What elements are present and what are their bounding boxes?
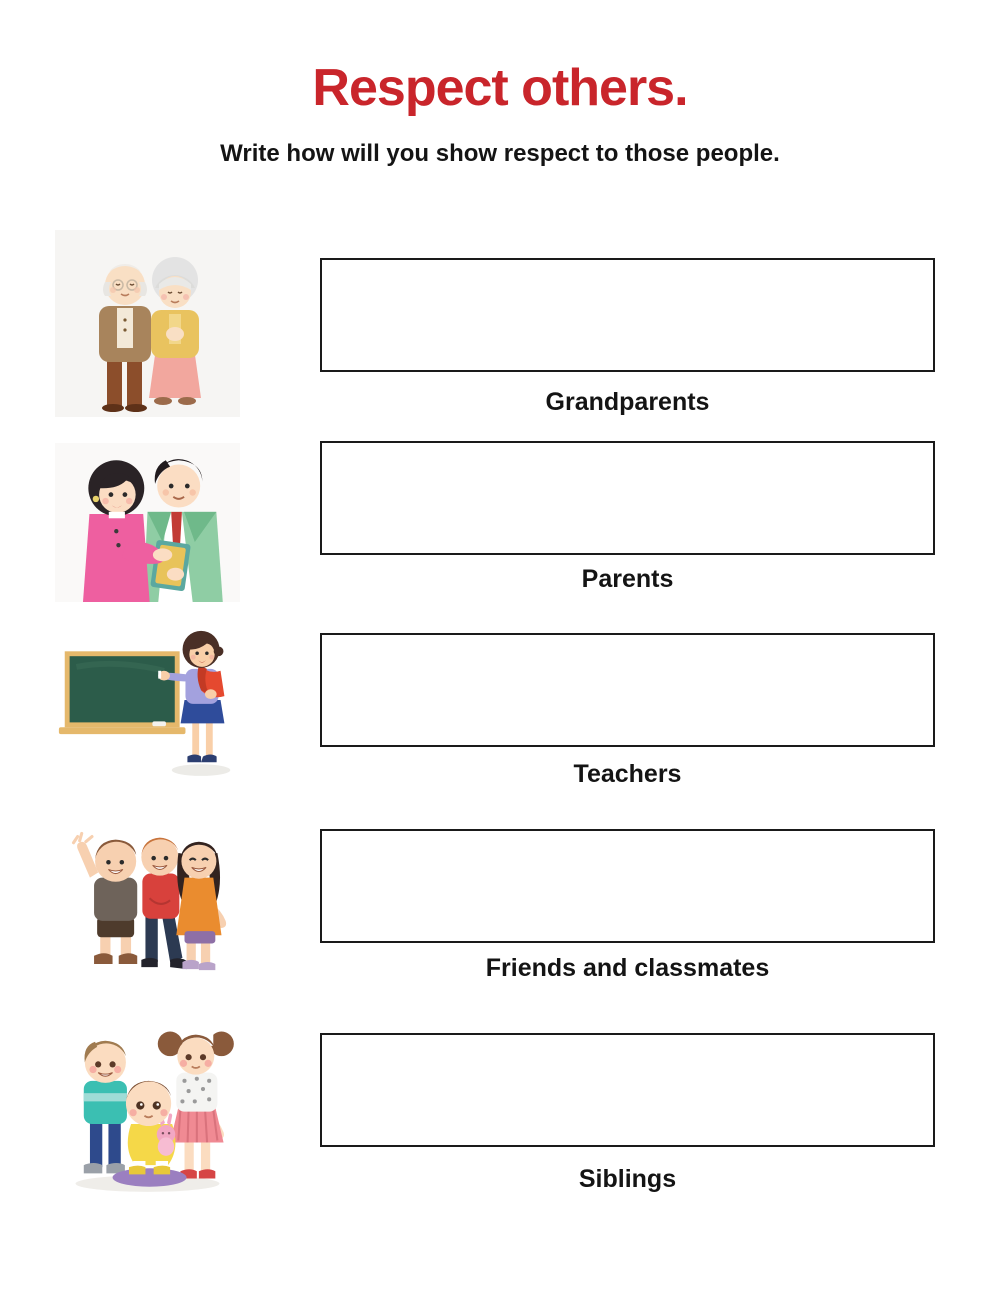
siblings-icon: [55, 1013, 240, 1196]
grandparents-illustration: [55, 230, 240, 417]
answer-box-parents[interactable]: [320, 441, 935, 555]
siblings-illustration: [55, 1013, 240, 1196]
parents-illustration: [55, 443, 240, 602]
teacher-illustration: [55, 626, 240, 777]
row-label-friends: Friends and classmates: [485, 954, 770, 982]
answer-box-friends[interactable]: [320, 829, 935, 943]
page-title: Respect others.: [312, 59, 688, 117]
grandparents-icon: [55, 230, 240, 417]
friends-icon: [55, 816, 240, 991]
friends-illustration: [55, 816, 240, 991]
answer-box-grandparents[interactable]: [320, 258, 935, 372]
answer-box-siblings[interactable]: [320, 1033, 935, 1147]
parents-icon: [55, 443, 240, 602]
row-label-grandparents: Grandparents: [545, 388, 710, 416]
row-label-parents: Parents: [581, 565, 674, 593]
row-label-siblings: Siblings: [578, 1165, 677, 1193]
teacher-icon: [55, 626, 240, 777]
page-subtitle: Write how will you show respect to those people.: [220, 140, 780, 167]
answer-box-teachers[interactable]: [320, 633, 935, 747]
row-label-teachers: Teachers: [573, 760, 682, 788]
